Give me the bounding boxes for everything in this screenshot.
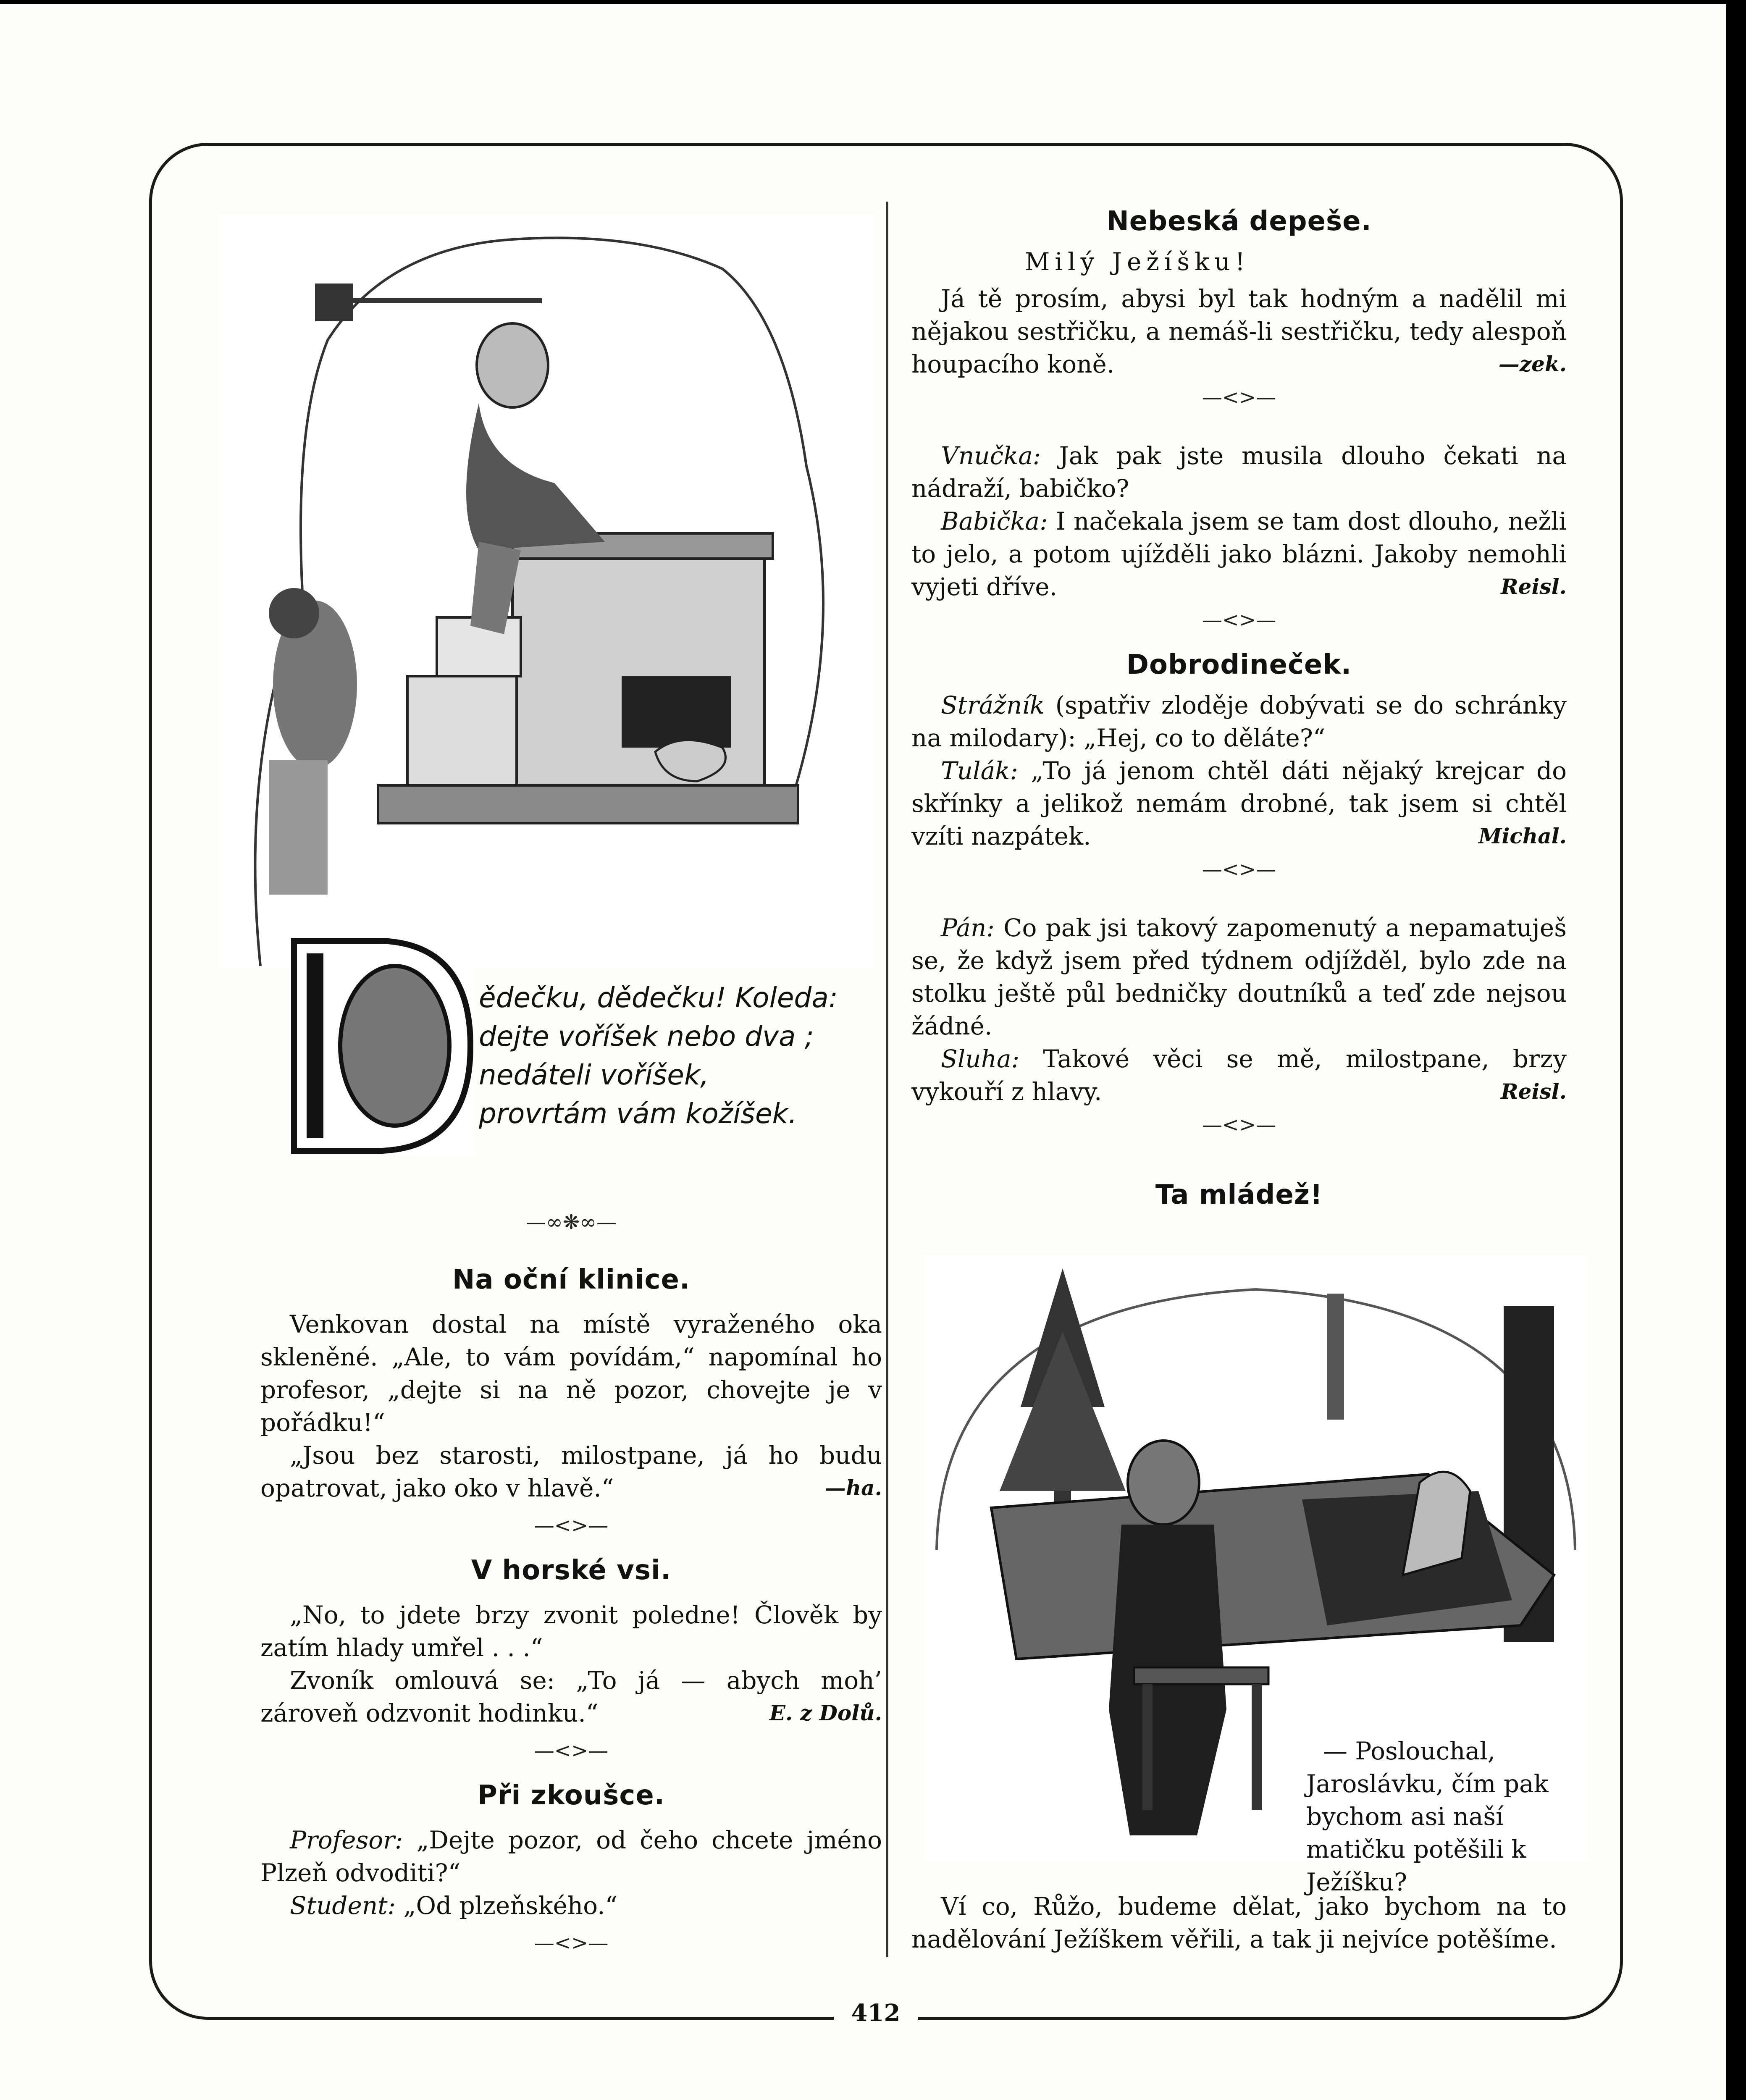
speaker-label: Tulák: [941, 756, 1018, 785]
koleda-line-2: dejte voříšek nebo dva ; [479, 1020, 814, 1053]
dialogue-text: „To já jenom chtěl dáti nějaký krejcar do skřínky a jelikož nemám drobné, tak jsem si chtěl vzíti nazpátek. [911, 756, 1567, 850]
dialogue-text: I načekala jsem se tam dost dlouho, nežli to jelo, a potom ujížděli jako blázni. Jakoby nemohli vyjeti dříve. [911, 507, 1567, 601]
dialogue-text: (spatřiv zloděje dobývati se do schránky na milodary): „Hej, co to děláte?“ [911, 691, 1567, 752]
section-title: Při zkoušce. [477, 1780, 665, 1811]
dialogue-text: Co pak jsi takový zapomenutý a nepamatuješ se, že když jsem před týdnem odjížděl, bylo zde na stolku ještě půl bedničky doutníků a teď zde nejsou žádné. [911, 914, 1567, 1040]
dialogue-line [911, 1042, 1567, 1108]
paragraph: „No, to jdete brzy zvonit poledne! Člověk by zatím hlady umřel . . .“ [260, 1601, 882, 1662]
paragraph [911, 282, 1567, 381]
koleda-verse [479, 979, 857, 1133]
paragraph: Venkovan dostal na místě vyraženého oka skleněné. „Ale, to vám povídám,“ napomínal ho profesor, „dejte si na ně pozor, chovejte je v pořádku!“ [260, 1310, 882, 1437]
koleda-line-3: nedáteli voříšek, [479, 1059, 709, 1091]
ornament-divider: —∞❋∞— [525, 1210, 617, 1234]
signature: —ha. [824, 1475, 882, 1500]
caption-text: Ví co, Růžo, budeme dělat, jako bychom na to nadělování Ježíškem věřili, a tak ji nejvíce potěšíme. [911, 1892, 1567, 1953]
dialogue-line [911, 439, 1567, 505]
ornament-divider: —<>— [1202, 608, 1276, 632]
section-title: Ta mládež! [1155, 1179, 1323, 1210]
section-title: Nebeská depeše. [1106, 206, 1372, 237]
ornament-divider: —<>— [1202, 858, 1276, 881]
signature: —zek. [1498, 352, 1567, 376]
ornament-divider: —<>— [1202, 386, 1276, 409]
dialogue-text: Jak pak jste musila dlouho čekati na nádraží, babičko? [911, 441, 1567, 503]
signature: Reisl. [1501, 574, 1567, 599]
speaker-label: Pán: [941, 914, 995, 942]
speaker-label: Vnučka: [941, 441, 1041, 470]
dialogue-line [260, 1889, 882, 1922]
dialogue-line [911, 911, 1567, 1042]
right-column [911, 206, 1567, 1210]
salutation: Milý Ježíšku! [1025, 247, 1250, 276]
speaker-label: Strážník [941, 691, 1045, 719]
koleda-line-1: ědečku, dědečku! Koleda: [479, 982, 838, 1014]
caption-block [1306, 1735, 1567, 1898]
paragraph-text: Já tě prosím, abysi byl tak hodným a nadělil mi nějakou sestřičku, a nemáš-li sestřičku, tedy alespoň houpacího koně. [911, 284, 1567, 378]
koleda-dropcap-frame [290, 937, 475, 1155]
section-title: Na oční klinice. [452, 1264, 691, 1295]
speaker-label: Sluha: [941, 1045, 1020, 1073]
caption-text: — Poslouchal, Jaroslávku, čím pak bychom asi naší matičku potěšili k Ježíšku? [1306, 1737, 1549, 1896]
ornament-divider: —<>— [534, 1931, 609, 1955]
dialogue-line [911, 689, 1567, 754]
paragraph-text: Zvoník omlouvá se: „To já — abych moh’ zároveň odzvonit hodinku.“ [260, 1666, 882, 1727]
dialogue-text: „Od plzeňského.“ [396, 1891, 618, 1920]
speaker-label: Student: [290, 1891, 396, 1920]
section-title: Dobrodineček. [1126, 649, 1352, 680]
ornament-divider: —<>— [534, 1739, 609, 1762]
dialogue-line [911, 505, 1567, 603]
paragraph [260, 1439, 882, 1504]
section-title: V horské vsi. [471, 1555, 672, 1586]
ornament-divider: —<>— [534, 1514, 609, 1537]
koleda-line-4: provrtám vám kožíšek. [479, 1097, 797, 1130]
dialogue-text: Takové věci se mě, milostpane, brzy vykouří z hlavy. [911, 1045, 1567, 1106]
dialogue-line [260, 1824, 882, 1889]
column-divider [886, 202, 888, 1957]
speaker-label: Babička: [941, 507, 1048, 536]
speaker-label: Profesor: [290, 1826, 403, 1854]
stove-illustration [218, 214, 874, 966]
signature: E. z Dolů. [769, 1701, 882, 1725]
dialogue-text: „Dejte pozor, od čeho chcete jméno Plzeň odvoditi?“ [260, 1826, 882, 1887]
dialogue-line [911, 754, 1567, 853]
signature: Michal. [1478, 824, 1567, 848]
caption-block [911, 1890, 1567, 1956]
page-number: 412 [834, 1999, 918, 2027]
paragraph-text: „Jsou bez starosti, milostpane, já ho budu opatrovat, jako oko v hlavě.“ [260, 1441, 882, 1502]
signature: Reisl. [1501, 1079, 1567, 1104]
left-column [260, 1210, 882, 1956]
ornament-divider: —<>— [1202, 1113, 1276, 1137]
paragraph [260, 1664, 882, 1730]
